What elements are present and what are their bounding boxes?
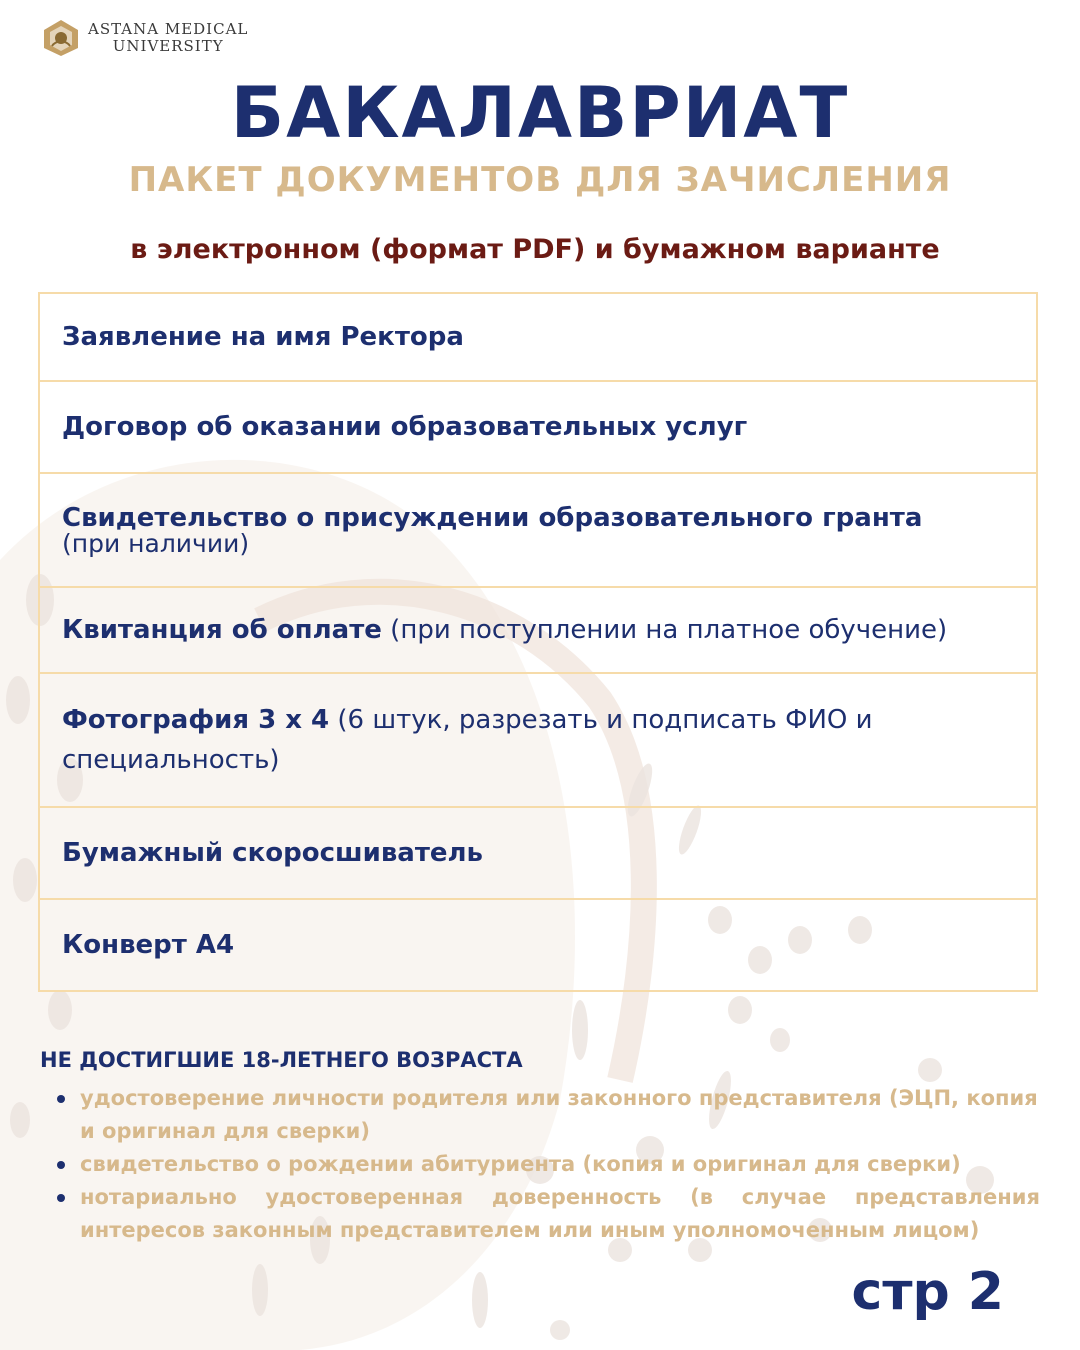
page-title: БАКАЛАВРИАТ <box>230 72 850 154</box>
document-row <box>40 806 1036 898</box>
document-title: Квитанция об оплате <box>62 615 382 645</box>
documents-table <box>38 292 1038 992</box>
list-item: свидетельство о рождении абитуриента (копия и оригинал для сверки) <box>80 1148 1040 1181</box>
university-emblem-icon <box>40 18 82 58</box>
format-note: в электронном (формат PDF) и бумажном варианте <box>130 234 940 265</box>
document-row <box>40 672 1036 806</box>
document-row <box>40 898 1036 990</box>
page-subtitle: ПАКЕТ ДОКУМЕНТОВ ДЛЯ ЗАЧИСЛЕНИЯ <box>128 160 952 200</box>
logo-text-line1: ASTANA MEDICAL <box>88 20 249 38</box>
document-title: Заявление на имя Ректора <box>62 322 464 352</box>
list-item: удостоверение личности родителя или законного представителя (ЭЦП, копия и оригинал для сверки) <box>80 1082 1040 1148</box>
document-row <box>40 472 1036 586</box>
document-row <box>40 586 1036 672</box>
document-title: Бумажный скоросшиватель <box>62 838 484 868</box>
document-row <box>40 380 1036 472</box>
page-number: стр 2 <box>851 1262 1004 1322</box>
document-title: Свидетельство о присуждении образовательного гранта <box>62 502 923 533</box>
minors-list <box>80 1082 1040 1247</box>
document-title: Договор об оказании образовательных услуг <box>62 412 748 442</box>
list-item: нотариально удостоверенная доверенность (в случае представления интересов законным представителем или иным уполномоченным лицом) <box>80 1181 1040 1247</box>
minors-heading: НЕ ДОСТИГШИЕ 18-ЛЕТНЕГО ВОЗРАСТА <box>40 1048 523 1072</box>
university-logo <box>40 18 248 58</box>
document-row <box>40 294 1036 380</box>
document-note: (при наличии) <box>62 528 250 558</box>
document-note: (при поступлении на платное обучение) <box>381 615 948 645</box>
document-title: Конверт А4 <box>62 930 235 960</box>
logo-text-line2: UNIVERSITY <box>112 37 224 55</box>
document-note: (6 штук, разрезать и подписать ФИО и специальность) <box>62 705 873 775</box>
document-title: Фотография 3 х 4 <box>62 705 330 735</box>
